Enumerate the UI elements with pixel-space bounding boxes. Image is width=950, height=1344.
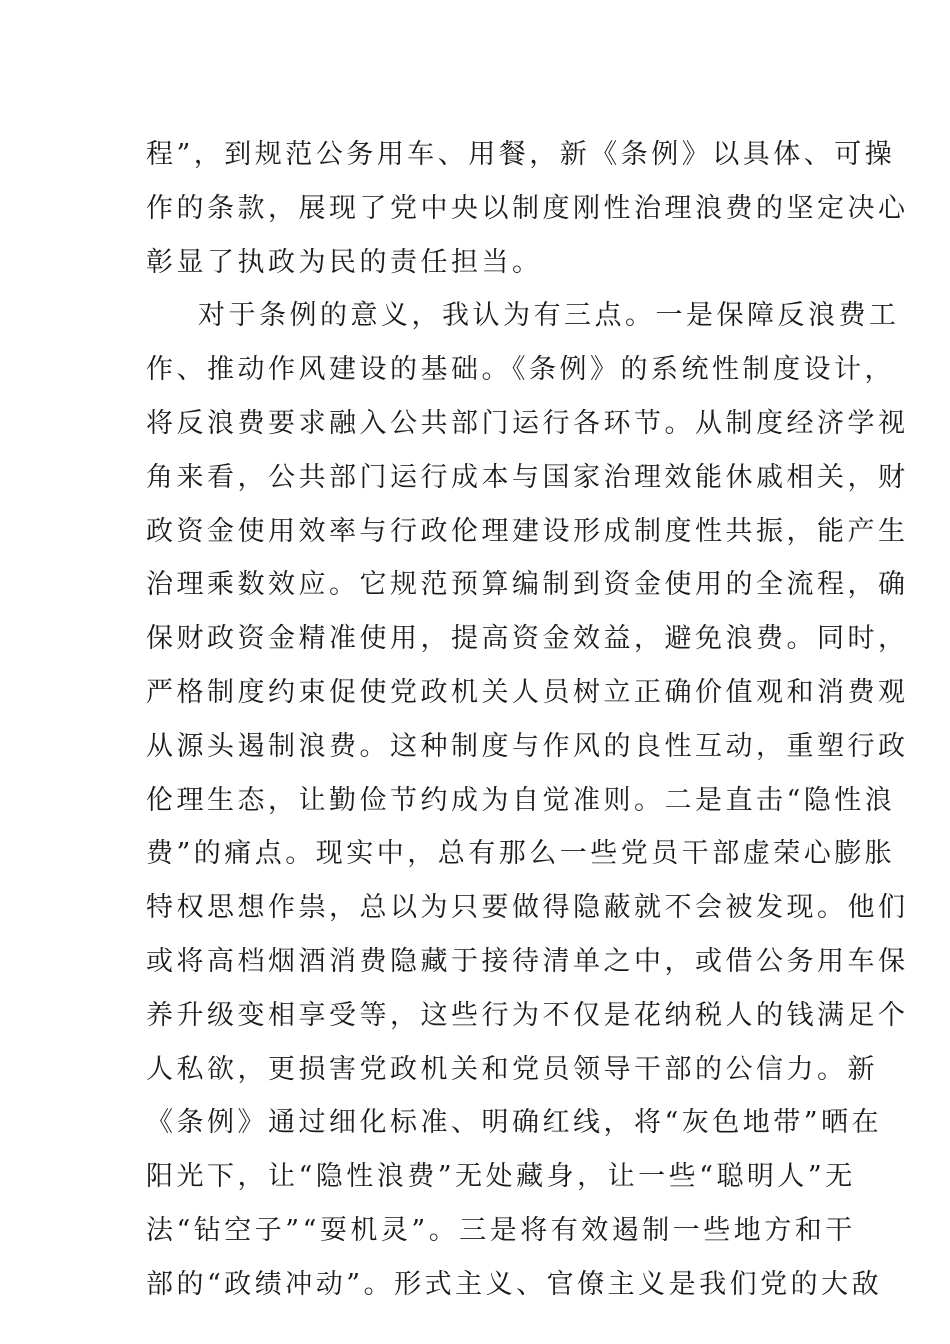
text-line: 作的条款，展现了党中央以制度刚性治理浪费的坚定决心 bbox=[146, 192, 909, 224]
text-line: 伦理生态，让勤俭节约成为自觉准则。二是直击“隐性浪 bbox=[146, 784, 896, 816]
text-line: 治理乘数效应。它规范预算编制到资金使用的全流程，确 bbox=[146, 569, 909, 601]
text-line: 保财政资金精准使用，提高资金效益，避免浪费。同时， bbox=[146, 623, 909, 655]
text-line: 或将高档烟酒消费隐藏于接待清单之中，或借公务用车保 bbox=[146, 945, 909, 977]
text-line: 角来看，公共部门运行成本与国家治理效能休戚相关，财 bbox=[146, 461, 909, 493]
text-line: 养升级变相享受等，这些行为不仅是花纳税人的钱满足个 bbox=[146, 999, 909, 1031]
text-line: 政资金使用效率与行政伦理建设形成制度性共振，能产生 bbox=[146, 515, 909, 547]
text-line: 《条例》通过细化标准、明确红线，将“灰色地带”晒在 bbox=[146, 1107, 883, 1139]
text-line: 部的“政绩冲动”。形式主义、官僚主义是我们党的大敌 bbox=[146, 1268, 883, 1300]
paragraph-start-line: 对于条例的意义，我认为有三点。一是保障反浪费工 bbox=[198, 300, 900, 332]
text-line: 将反浪费要求融入公共部门运行各环节。从制度经济学视 bbox=[146, 407, 909, 439]
text-line: 从源头遏制浪费。这种制度与作风的良性互动，重塑行政 bbox=[146, 730, 909, 762]
text-line: 严格制度约束促使党政机关人员树立正确价值观和消费观 bbox=[146, 676, 909, 708]
text-line: 人私欲，更损害党政机关和党员领导干部的公信力。新 bbox=[146, 1053, 878, 1085]
text-line: 彰显了执政为民的责任担当。 bbox=[146, 246, 543, 278]
text-line: 费”的痛点。现实中，总有那么一些党员干部虚荣心膨胀 bbox=[146, 838, 896, 870]
body-text bbox=[146, 128, 909, 1312]
text-line: 阳光下，让“隐性浪费”无处藏身，让一些“聪明人”无 bbox=[146, 1161, 856, 1193]
text-line: 作、推动作风建设的基础。《条例》的系统性制度设计， bbox=[146, 354, 895, 386]
text-line: 程”，到规范公务用车、用餐，新《条例》以具体、可操 bbox=[146, 139, 896, 170]
text-line: 法“钻空子”“耍机灵”。三是将有效遏制一些地方和干 bbox=[146, 1214, 856, 1246]
text-line: 特权思想作祟，总以为只要做得隐蔽就不会被发现。他们 bbox=[146, 892, 909, 924]
